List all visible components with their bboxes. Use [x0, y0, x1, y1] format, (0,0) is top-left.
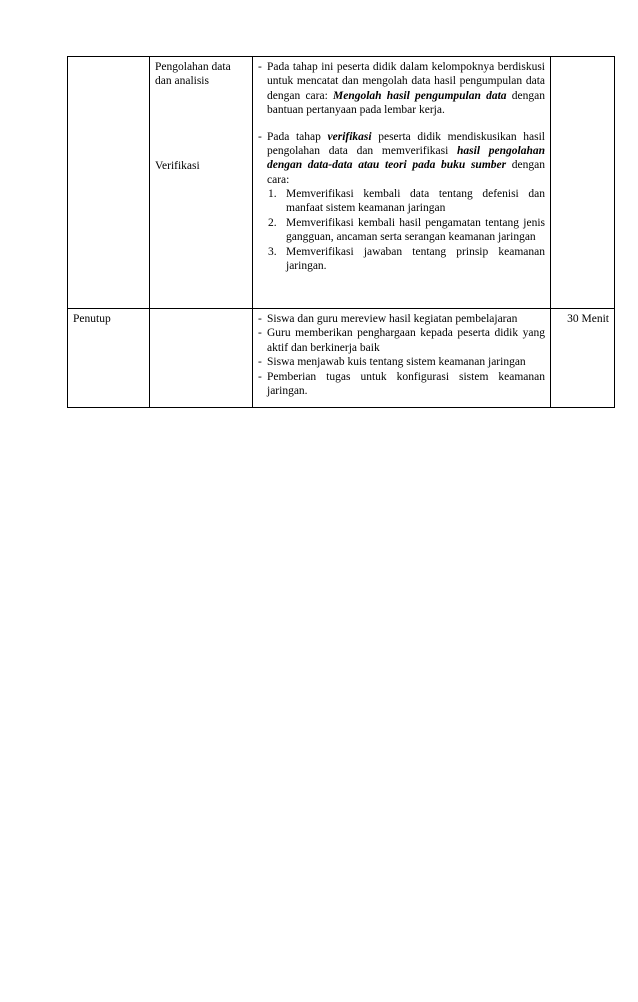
text-segment: Pada tahap ini peserta didik dalam kelompoknya berdiskusi untuk mencatat dan mengolah data hasil pengumpulan data dengan cara: [267, 61, 545, 102]
duration-label: 30 Menit [567, 313, 609, 325]
bullet-dash: - [258, 130, 262, 143]
text-segment: dengan cara: [267, 159, 545, 186]
text-segment: dengan bantuan pertanyaan pada lembar kerja. [267, 89, 546, 117]
list-item: 2. Memverifikasi kembali hasil pengamatan tentang jenis gangguan, ancaman serta serangan keamanan jaringan [268, 216, 545, 244]
activity-cell [253, 309, 551, 408]
verification-steps-list [258, 187, 545, 273]
phase-cell [68, 57, 150, 309]
bullet-dash: - [258, 61, 262, 73]
list-item: - Pemberian tugas untuk konfigurasi sistem keamanan jaringan. [258, 370, 545, 397]
list-item: 3. Memverifikasi jawaban tentang prinsip keamanan jaringan. [268, 245, 545, 272]
list-item: - Siswa dan guru mereview hasil kegiatan pembelajaran [258, 313, 518, 325]
stage-label-verification: Verifikasi [155, 159, 200, 172]
stage-label-processing: Pengolahan data dan analisis [155, 61, 231, 88]
stage-cell [150, 57, 253, 309]
activity-paragraph-verification [258, 130, 545, 188]
time-cell [551, 57, 615, 309]
table-row [68, 57, 615, 309]
table-row [68, 309, 615, 408]
list-item: 1. Memverifikasi kembali data tentang defenisi dan manfaat sistem keamanan jaringan [268, 188, 545, 215]
phase-cell [68, 309, 150, 408]
lesson-activity-table [67, 56, 615, 408]
text-segment: Pada tahap [267, 130, 328, 143]
activity-paragraph-processing [258, 60, 545, 118]
emphasis-text: verifikasi [327, 130, 372, 143]
emphasis-text: Mengolah hasil pengumpulan data [333, 89, 507, 102]
activity-cell [253, 57, 551, 309]
stage-cell [150, 309, 253, 408]
text-segment: peserta didik mendiskusikan hasil pengolahan data dan memverifikasi [267, 130, 546, 157]
list-item: - Siswa menjawab kuis tentang sistem keamanan jaringan [258, 356, 526, 369]
emphasis-text: hasil pengolahan dengan data-data atau teori pada buku sumber [267, 144, 545, 172]
list-item: - Guru memberikan penghargaan kepada peserta didik yang aktif dan berkinerja baik [258, 327, 545, 354]
time-cell [551, 309, 615, 408]
phase-label: Penutup [73, 313, 111, 325]
